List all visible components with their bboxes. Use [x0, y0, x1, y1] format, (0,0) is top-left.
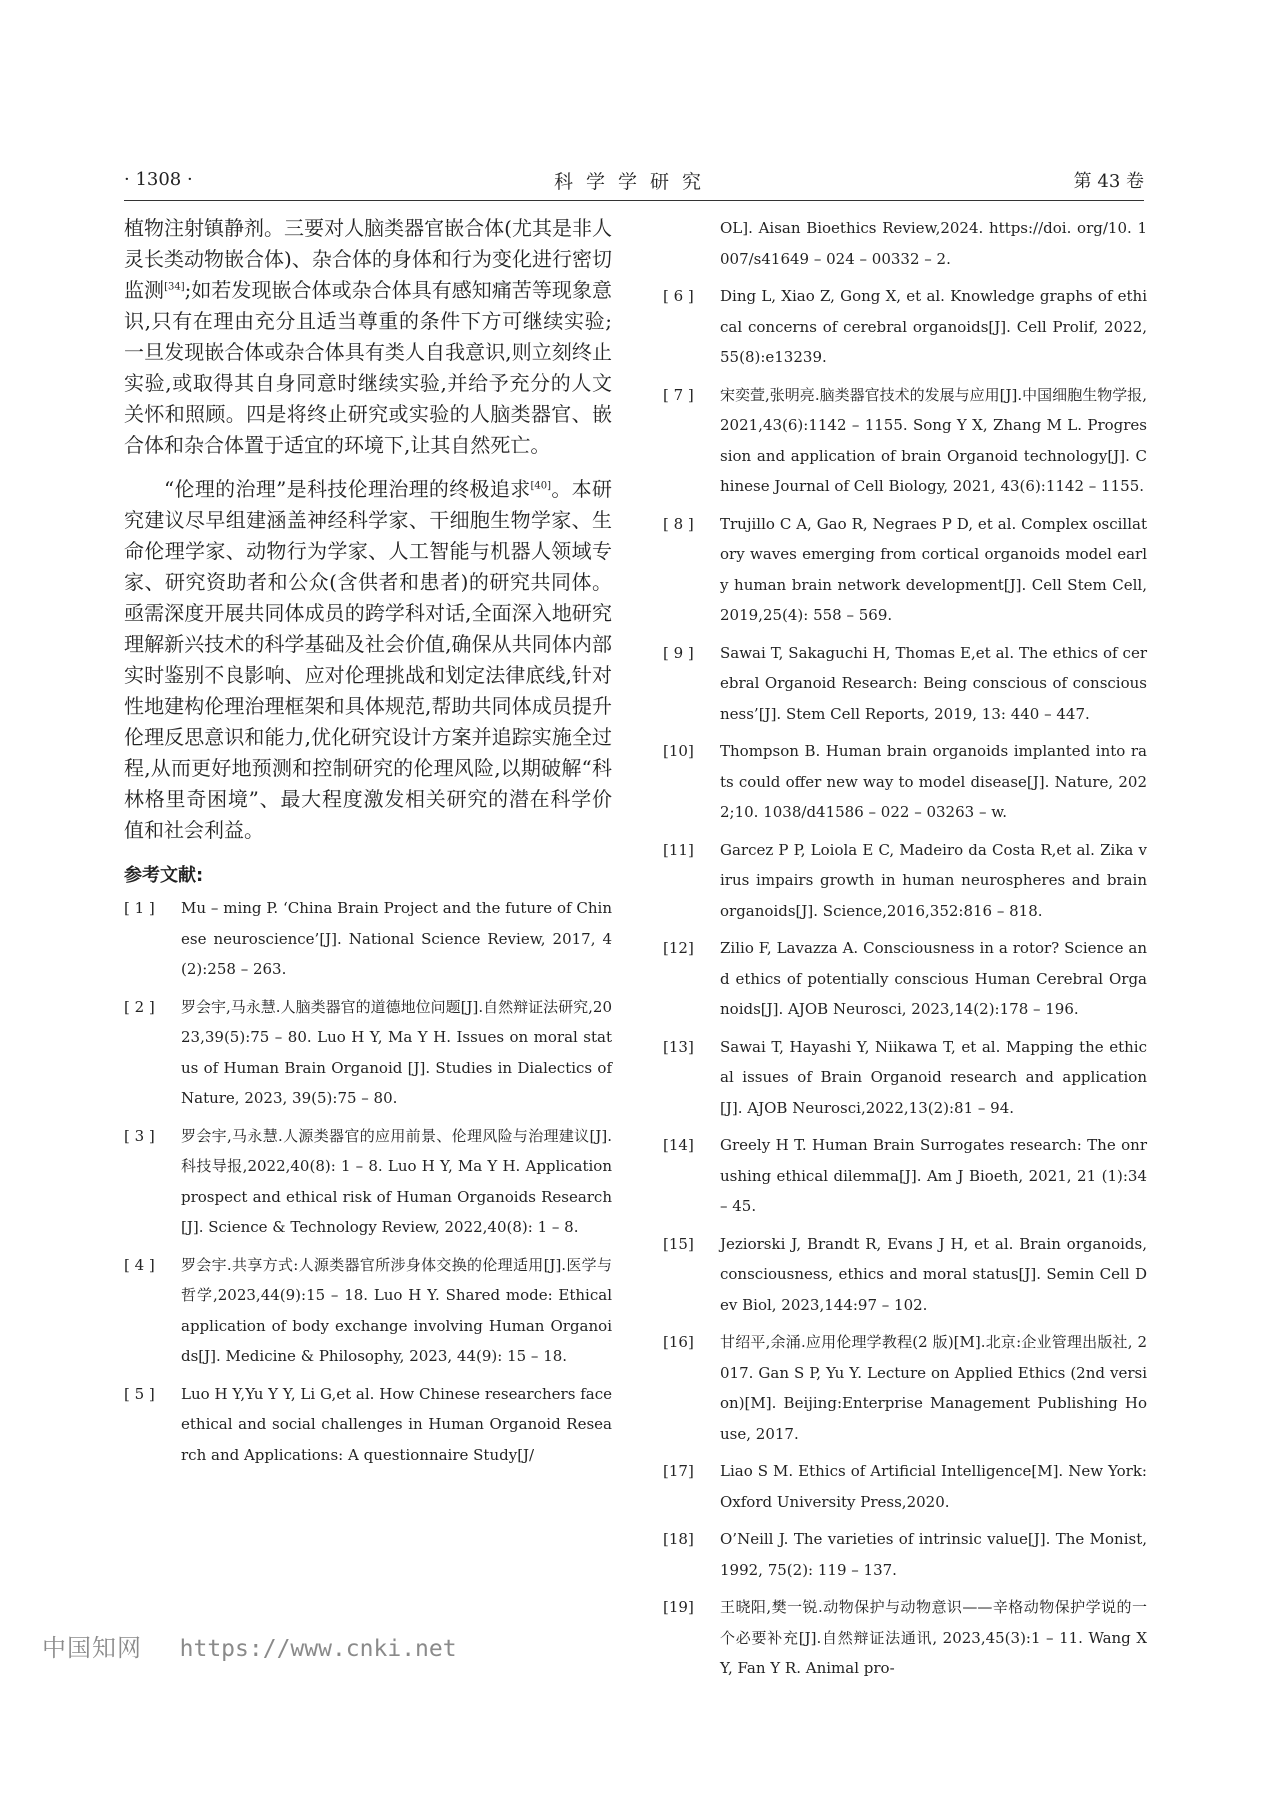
- reference-item: [663, 933, 1147, 1025]
- reference-text: Greely H T. Human Brain Surrogates research: The onrushing ethical dilemma[J]. Am J Bioeth, 2021, 21 (1):34 – 45.: [720, 1136, 1147, 1215]
- reference-text: Thompson B. Human brain organoids implanted into rats could offer new way to model disease[J]. Nature, 2022;10. 1038/d41586 – 022 – 03263 – w.: [720, 742, 1147, 821]
- reference-text: Trujillo C A, Gao R, Negraes P D, et al. Complex oscillatory waves emerging from cortical organoids model early human brain network development[J]. Cell Stem Cell, 2019,25(4): 558 – 569.: [720, 514, 1147, 624]
- reference-text: Zilio F, Lavazza A. Consciousness in a rotor? Science and ethics of potentially conscious Human Cerebral Organoids[J]. AJOB Neurosci, 2023,14(2):178 – 196.: [720, 939, 1147, 1018]
- reference-text: Sawai T, Sakaguchi H, Thomas E,et al. The ethics of cerebral Organoid Research: Being conscious of consciousness’[J]. Stem Cell Reports, 2019, 13: 440 – 447.: [720, 643, 1147, 723]
- reference-number: [18]: [663, 1530, 694, 1548]
- reference-item: [663, 1524, 1147, 1585]
- footer-watermark: [42, 1628, 457, 1663]
- reference-text: OL]. Aisan Bioethics Review,2024. https://doi. org/10. 1007/s41649 – 024 – 00332 – 2.: [720, 219, 1147, 268]
- citation-marker[interactable]: [34]: [164, 281, 185, 293]
- reference-item: [124, 893, 612, 985]
- reference-item: [663, 1229, 1147, 1321]
- reference-continuation: [663, 213, 1147, 274]
- reference-item: [124, 992, 612, 1114]
- reference-text: Mu – ming P. ‘China Brain Project and the future of Chinese neuroscience’[J]. National Science Review, 2017, 4(2):258 – 263.: [181, 899, 612, 978]
- reference-text: 罗会宇,马永慧.人源类器官的应用前景、伦理风险与治理建议[J].科技导报,2022,40(8): 1 – 8. Luo H Y, Ma Y H. Application prospect and ethical risk of Human Organoids Research[J]. Science & Technology Review, 2022,40(8): 1 – 8.: [181, 1126, 612, 1236]
- reference-number: [ 1 ]: [124, 899, 155, 917]
- page-number: · 1308 ·: [124, 169, 193, 190]
- reference-text: Ding L, Xiao Z, Gong X, et al. Knowledge graphs of ethical concerns of cerebral organoids[J]. Cell Prolif, 2022,55(8):e13239.: [720, 287, 1147, 366]
- reference-item: [663, 509, 1147, 631]
- reference-item: [663, 1130, 1147, 1222]
- reference-item: [663, 1327, 1147, 1449]
- reference-item: [124, 1379, 612, 1471]
- reference-item: [124, 1250, 612, 1372]
- citation-marker[interactable]: [40]: [530, 480, 552, 492]
- reference-item: [663, 638, 1147, 730]
- header-rule: [124, 200, 1144, 201]
- reference-text: 罗会宇.共享方式:人源类器官所涉身体交换的伦理适用[J].医学与哲学,2023,44(9):15 – 18. Luo H Y. Shared mode: Ethical application of body exchange involving Human Organoids[J]. Medicine & Philosophy, 2023, 44(9): 15 – 18.: [181, 1255, 612, 1365]
- left-column: [124, 213, 612, 1477]
- reference-number: [13]: [663, 1037, 694, 1056]
- reference-item: [663, 736, 1147, 828]
- reference-text: O’Neill J. The varieties of intrinsic value[J]. The Monist, 1992, 75(2): 119 – 137.: [720, 1530, 1147, 1579]
- reference-number: [14]: [663, 1136, 694, 1154]
- reference-number: [16]: [663, 1333, 694, 1351]
- reference-item: [663, 835, 1147, 927]
- reference-number: [17]: [663, 1462, 694, 1480]
- reference-number: [ 2 ]: [124, 997, 155, 1016]
- reference-item: [663, 380, 1147, 502]
- reference-item: [663, 1032, 1147, 1124]
- running-header: [124, 165, 1144, 195]
- body-paragraph-1: 植物注射镇静剂。三要对人脑类器官嵌合体(尤其是非人灵长类动物嵌合体)、杂合体的身体和行为变化进行密切监测[34];如若发现嵌合体或杂合体具有感知痛苦等现象意识,只有在理由充分且适当尊重的条件下方可继续实验;一旦发现嵌合体或杂合体具有类人自我意识,则立刻终止实验,或取得其自身同意时继续实验,并给予充分的人文关怀和照顾。四是将终止研究或实验的人脑类器官、嵌合体和杂合体置于适宜的环境下,让其自然死亡。: [124, 216, 612, 457]
- reference-number: [ 3 ]: [124, 1126, 155, 1145]
- journal-title: 科学学研究: [553, 171, 714, 193]
- reference-number: [15]: [663, 1234, 694, 1253]
- reference-text: 甘绍平,余涌.应用伦理学教程(2 版)[M].北京:企业管理出版社, 2017. Gan S P, Yu Y. Lecture on Applied Ethics (2nd version)[M]. Beijing:Enterprise Management Publishing House, 2017.: [720, 1333, 1147, 1443]
- reference-item: [124, 1121, 612, 1243]
- reference-item: [663, 281, 1147, 373]
- reference-text: Sawai T, Hayashi Y, Niikawa T, et al. Mapping the ethical issues of Brain Organoid research and application [J]. AJOB Neurosci,2022,13(2):81 – 94.: [720, 1037, 1147, 1117]
- reference-text: 王晓阳,樊一锐.动物保护与动物意识——辛格动物保护学说的一个必要补充[J].自然辩证法通讯, 2023,45(3):1 – 11. Wang X Y, Fan Y R. Animal pro-: [720, 1598, 1147, 1677]
- reference-number: [12]: [663, 939, 694, 957]
- reference-number: [ 5 ]: [124, 1384, 155, 1403]
- right-column: [663, 213, 1147, 1691]
- reference-number: [11]: [663, 840, 694, 859]
- volume-label: 第 43 卷: [1073, 171, 1144, 192]
- reference-number: [ 6 ]: [663, 287, 694, 305]
- reference-list-left: [124, 893, 612, 1470]
- cnki-url[interactable]: https://www.cnki.net: [179, 1636, 457, 1662]
- reference-item: [663, 1592, 1147, 1684]
- reference-number: [10]: [663, 742, 694, 760]
- reference-list-right: [663, 281, 1147, 1684]
- reference-number: [ 7 ]: [663, 385, 694, 404]
- reference-item: [663, 1456, 1147, 1517]
- cnki-logo-text: 中国知网: [42, 1634, 142, 1662]
- references-heading: 参考文献:: [124, 865, 204, 886]
- reference-text: 宋奕萱,张明亮.脑类器官技术的发展与应用[J].中国细胞生物学报,2021,43(6):1142 – 1155. Song Y X, Zhang M L. Progression and application of brain Organoid technology[J]. Chinese Journal of Cell Biology, 2021, 43(6):1142 – 1155.: [720, 385, 1147, 495]
- reference-text: Jeziorski J, Brandt R, Evans J H, et al. Brain organoids, consciousness, ethics and moral status[J]. Semin Cell Dev Biol, 2023,144:97 – 102.: [720, 1234, 1147, 1314]
- reference-number: [19]: [663, 1598, 694, 1616]
- reference-text: Garcez P P, Loiola E C, Madeiro da Costa R,et al. Zika virus impairs growth in human neurospheres and brain organoids[J]. Science,2016,352:816 – 818.: [720, 840, 1147, 920]
- reference-text: Liao S M. Ethics of Artificial Intelligence[M]. New York:Oxford University Press,2020.: [720, 1462, 1147, 1511]
- reference-number: [ 8 ]: [663, 514, 694, 533]
- reference-number: [ 9 ]: [663, 643, 694, 662]
- reference-text: 罗会宇,马永慧.人脑类器官的道德地位问题[J].自然辩证法研究,2023,39(5):75 – 80. Luo H Y, Ma Y H. Issues on moral status of Human Brain Organoid [J]. Studies in Dialectics of Nature, 2023, 39(5):75 – 80.: [181, 997, 612, 1107]
- body-paragraph-2: “伦理的治理”是科技伦理治理的终极追求[40]。本研究建议尽早组建涵盖神经科学家、干细胞生物学家、生命伦理学家、动物行为学家、人工智能与机器人领域专家、研究资助者和公众(含供者和患者)的研究共同体。亟需深度开展共同体成员的跨学科对话,全面深入地研究理解新兴技术的科学基础及社会价值,确保从共同体内部实时鉴别不良影响、应对伦理挑战和划定法律底线,针对性地建构伦理治理框架和具体规范,帮助共同体成员提升伦理反思意识和能力,优化研究设计方案并追踪实施全过程,从而更好地预测和控制研究的伦理风险,以期破解“科林格里奇困境”、最大程度激发相关研究的潜在科学价值和社会利益。: [124, 477, 613, 842]
- reference-number: [ 4 ]: [124, 1255, 155, 1274]
- reference-text: Luo H Y,Yu Y Y, Li G,et al. How Chinese researchers face ethical and social challenges in Human Organoid Research and Applications: A questionnaire Study[J/: [181, 1384, 612, 1464]
